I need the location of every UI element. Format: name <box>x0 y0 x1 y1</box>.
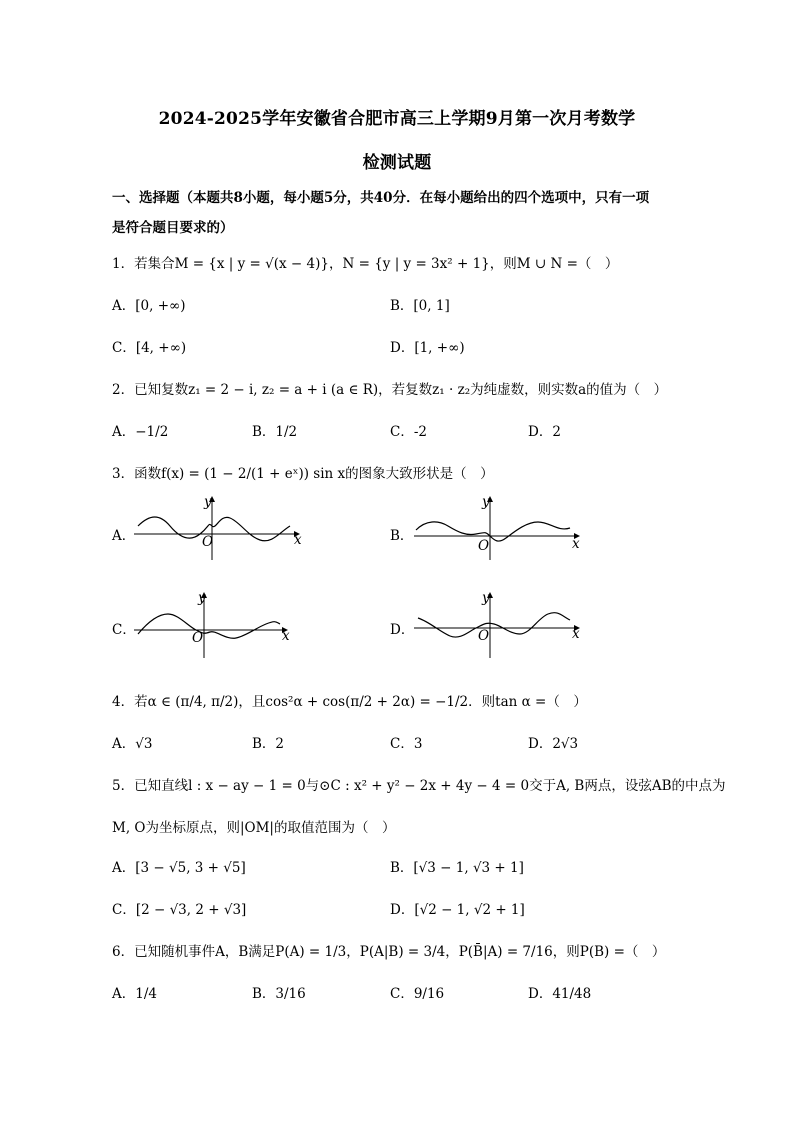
q2-option-a[interactable]: A．−1/2 <box>112 424 169 440</box>
q1-option-a[interactable]: A．[0, +∞) <box>112 298 186 314</box>
q3-a-origin-label: O <box>202 534 214 550</box>
q3-option-c[interactable]: C． <box>112 622 136 638</box>
q2-option-c[interactable]: C．-2 <box>390 424 427 440</box>
q3-a-x-label: x <box>294 532 302 548</box>
curve <box>138 517 290 541</box>
q5-option-a[interactable]: A．[3 − √5, 3 + √5] <box>112 860 246 876</box>
q3-b-origin-label: O <box>478 538 490 554</box>
q3-a-y-label: y <box>204 494 212 510</box>
q4-option-b[interactable]: B．2 <box>252 736 285 752</box>
q3-graph-a <box>130 492 310 562</box>
section-heading-line1: 一、选择题（本题共8小题，每小题5分，共40分．在每小题给出的四个选项中，只有一项 <box>112 190 650 206</box>
question-1-stem: 1．若集合M = {x | y = √(x − 4)}，N = {y | y = 3x² + 1}，则M ∪ N =（ ） <box>112 256 619 272</box>
q3-b-x-label: x <box>572 536 580 552</box>
curve <box>418 613 570 637</box>
q6-option-a[interactable]: A．1/4 <box>112 986 157 1002</box>
q2-option-b[interactable]: B．1/2 <box>252 424 298 440</box>
question-6-stem: 6．已知随机事件A，B满足P(A) = 1/3，P(A|B) = 3/4，P(B̄|A) = 7/16，则P(B) =（ ） <box>112 944 666 960</box>
q4-option-c[interactable]: C．3 <box>390 736 423 752</box>
q3-c-y-label: y <box>198 590 206 606</box>
question-5-stem-line2: M, O为坐标原点，则|OM|的取值范围为（ ） <box>112 820 396 836</box>
q3-graph-c <box>130 588 310 658</box>
q5-option-d[interactable]: D．[√2 − 1, √2 + 1] <box>390 902 525 918</box>
q5-option-c[interactable]: C．[2 − √3, 2 + √3] <box>112 902 247 918</box>
q3-d-x-label: x <box>572 626 580 642</box>
q1-option-d[interactable]: D．[1, +∞) <box>390 340 465 356</box>
q3-option-b[interactable]: B． <box>390 528 414 544</box>
q3-c-origin-label: O <box>192 630 204 646</box>
curve <box>416 522 570 541</box>
q3-option-d[interactable]: D． <box>390 622 415 638</box>
question-4-stem: 4．若α ∈ (π/4, π/2)，且cos²α + cos(π/2 + 2α) = −1/2．则tan α =（ ） <box>112 694 587 710</box>
q6-option-b[interactable]: B．3/16 <box>252 986 306 1002</box>
question-3-stem: 3．函数f(x) = (1 − 2/(1 + eˣ)) sin x的图象大致形状是（ ） <box>112 466 494 482</box>
q1-option-b[interactable]: B．[0, 1] <box>390 298 450 314</box>
q3-graph-d <box>410 588 590 658</box>
q6-option-c[interactable]: C．9/16 <box>390 986 445 1002</box>
q6-option-d[interactable]: D．41/48 <box>528 986 592 1002</box>
q1-option-c[interactable]: C．[4, +∞) <box>112 340 187 356</box>
q3-b-y-label: y <box>482 494 490 510</box>
q4-option-d[interactable]: D．2√3 <box>528 736 579 752</box>
curve <box>138 614 280 638</box>
q2-option-d[interactable]: D．2 <box>528 424 561 440</box>
q3-graph-b <box>410 492 590 562</box>
question-2-stem: 2．已知复数z₁ = 2 − i, z₂ = a + i (a ∈ R)，若复数z₁ · z₂为纯虚数，则实数a的值为（ ） <box>112 382 668 398</box>
q5-option-b[interactable]: B．[√3 − 1, √3 + 1] <box>390 860 524 876</box>
exam-title-line2: 检测试题 <box>362 153 432 173</box>
q3-option-a[interactable]: A． <box>112 528 136 544</box>
section-heading-line2: 是符合题目要求的） <box>112 220 234 236</box>
q3-d-origin-label: O <box>478 628 490 644</box>
exam-title-line1: 2024-2025学年安徽省合肥市高三上学期9月第一次月考数学 <box>158 109 636 129</box>
q3-c-x-label: x <box>282 628 290 644</box>
q4-option-a[interactable]: A．√3 <box>112 736 153 752</box>
q3-d-y-label: y <box>482 590 490 606</box>
question-5-stem-line1: 5．已知直线l : x − ay − 1 = 0与⊙C : x² + y² − 2x + 4y − 4 = 0交于A, B两点，设弦AB的中点为 <box>112 778 726 794</box>
